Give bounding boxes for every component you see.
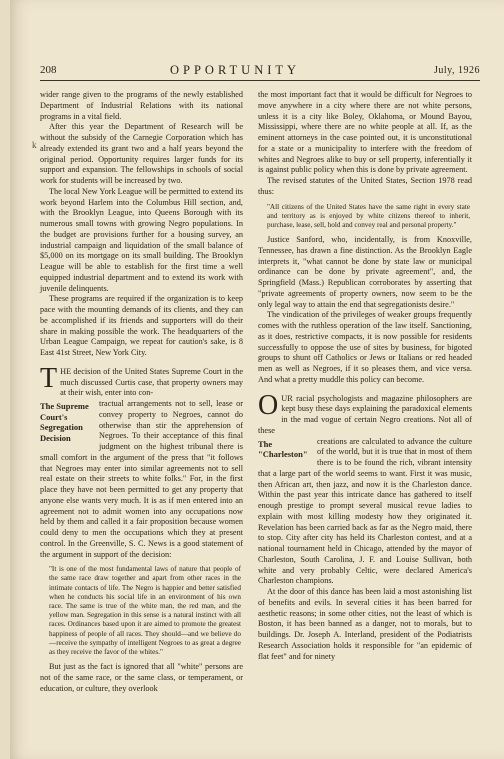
section-charleston <box>258 389 472 437</box>
page-number: 208 <box>40 64 57 76</box>
running-header <box>40 62 480 81</box>
side-heading-line: "Charleston" <box>258 449 308 460</box>
magazine-page <box>10 0 504 759</box>
issue-date: July, 1926 <box>433 65 480 76</box>
left-column <box>40 90 243 695</box>
section-lead-text: UR racial psychologists and magazine philosophers are kept busy these days explaining the paradoxical elements in the mad vogue of certain Negro creations. Not all of these <box>258 393 472 435</box>
section-body-text: creations are calculated to advance the culture of the world, but it is true that in most of them there is to be found the rich, vibrant intensity that a large part of the world seems to want. First it was music, then African art, then jazz, and now it is the Charleston dance. Within the past year this intricate dance has gathered to itself enough prestige to prompt several musical revue ladies to explain with most killing modesty how they originated it. Revelation has been carried back as far as the Negro maid, there to stop. City after city has held its Charleston contest, and at a national tournament held in Chicago, attended by the mayor of Charleston, South Carolina, J. F. and Louise Sullivan, both white and very probably Celtic, were declared America's Charleston champions. <box>258 436 472 586</box>
side-heading-line: The Supreme <box>40 401 89 411</box>
paragraph: The vindication of the privileges of weaker groups frequently comes with the ruthless operation of the law itself. Sanctioning, as it does, restrictive compacts, it is now possible for residents successfully to oppose the use of sites by business, for bigoted groups to shunt off Catholics or Jews or Italians or red headed men as well as Negroes, if it so pleases them, and vice versa. And what a pretty muddle this policy can become. <box>258 310 472 384</box>
paragraph: The local New York League will be permitted to extend its work beyond Harlem into the Columbus Hill section, and, with the Brooklyn League, into Queens Borough with its numerous small towns with growing Negro populations. In the budget are provisions further for a housing survey, an industrial campaign and liquidation of the small balance of $5,000 on its mortgage on its small building. The Brooklyn League will be able to establish for the first time a well equipped industrial department and to extend its work with juvenile delinquents. <box>40 186 243 293</box>
side-heading-line: The <box>258 438 273 449</box>
drop-cap: O <box>258 389 279 421</box>
magazine-title: OPPORTUNITY <box>170 63 301 77</box>
section-supreme-court <box>40 362 243 399</box>
paragraph: wider range given to the programs of the newly established Department of Industrial Relations with its national programs in a vital field. <box>40 90 243 121</box>
drop-cap: T <box>40 362 58 394</box>
section-body <box>258 437 472 588</box>
paragraph: At the door of this dance has been laid a most astonishing list of benefits and evils. In several cities it has been barred for aesthetic reasons; in some other cities, not the least of which is Boston, it has been banned as a danger, not to morals, but to buildings. Dr. Joseph A. Interland, president of the Podiatrists Research Association holds it responsible for "an epidemic of flat feet" and for ninety <box>258 587 472 661</box>
right-column <box>258 90 472 662</box>
paragraph: Justice Sanford, who, incidentally, is from Knoxville, Tennessee, has drawn a fine distinction. As the Brooklyn Eagle interprets it, "what cannot be done by state law or municipal ordinance can be done by private agreement", and, the Springfield (Mass.) Republican corroborates by asserting that "private agreements of property owners, now seem to be the only legal way to attain the end that segregationists desire." <box>258 235 472 309</box>
section-body <box>40 399 243 560</box>
side-heading-line: Court's <box>40 411 68 422</box>
paragraph: But just as the fact is ignored that all "white" persons are not of the same race, or the same class, or temperament, or education, or culture, they overlook <box>40 662 243 693</box>
block-quote: "It is one of the most fundamental laws of nature that people of the same race draw together and apart from other races in the intimate contacts of life. The Negro is happier and better satisfied when he conducts his social life in an environment of his own race. The same is true of the white man, the red man, and the yellow man. Segregation in this sense is a natural instinct with all races. Ordinances based upon it are aimed to promote the greatest happiness of people of all races. They should—and we believe do—receive the sympathy of intelligent Negroes to as great a degree as they receive the favor of the whites." <box>49 565 241 657</box>
side-heading <box>40 401 94 443</box>
margin-pencil-mark: k <box>32 140 37 150</box>
paragraph: The revised statutes of the United States, Section 1978 read thus: <box>258 176 472 196</box>
side-heading-line: Segregation <box>40 422 83 432</box>
paragraph: the most important fact that it would be difficult for Negroes to move anywhere in a city where there are not white persons, unless it is a city like Boley, Oklahoma, or Mound Bayou, Mississippi, where there are no white people at all. If, as the eminent attorneys in the case pointed out, it is unconstitutional for a state or a municipality to interfere with the freedom of whites and Negroes alike to buy or sell property, inferentially it is against public policy when this is done by private agreement. <box>258 90 472 175</box>
block-quote: "All citizens of the United States have the same right in every state and territory as is enjoyed by white citizens thereof to inherit, purchase, lease, sell, hold and convey real and personal property." <box>267 202 470 229</box>
section-lead-text: HE decision of the United States Supreme Court in the much discussed Curtis case, that property owners may at their wish, enter into con- <box>60 366 243 398</box>
paragraph: These programs are required if the organization is to keep pace with the mounting demands of its clients, and they can be accomplished if its friends and supporters will do their share in making possible the work. The headquarters of the Urban League Campaign, we repeat for caution's sake, is 8 East 41st Street, New York City. <box>40 294 243 357</box>
side-heading-line: Decision <box>40 432 71 443</box>
side-heading <box>258 439 312 460</box>
paragraph: After this year the Department of Research will be without the subsidy of the Carnegie Corporation which has already extended its grant two and a half years beyond the original period. Opportunity requires larger funds for its support and expansion. The fellowships in schools of social work for students will be increased by two. <box>40 122 243 185</box>
section-body-text: tractual arrangements not to sell, lease or convey property to Negroes, cannot do otherwise than stir the apprehension of Negroes. To their acceptance of this final judgment on the highest tribunal there is small comfort in the argument of the press that "it follows that Negroes may enter into similar agreements not to sell real estate on their streets to white folks." For, in the first place they have not been permitted to get any property that anyone else wants very much. It is as if men entered into an agreement not to admit women into any occupations now held by them and called it a fair proposition because women could deny to men the occupations which they at present control. In the Greenville, S. C. News is a good statement of the argument in support of the decision: <box>40 399 243 559</box>
